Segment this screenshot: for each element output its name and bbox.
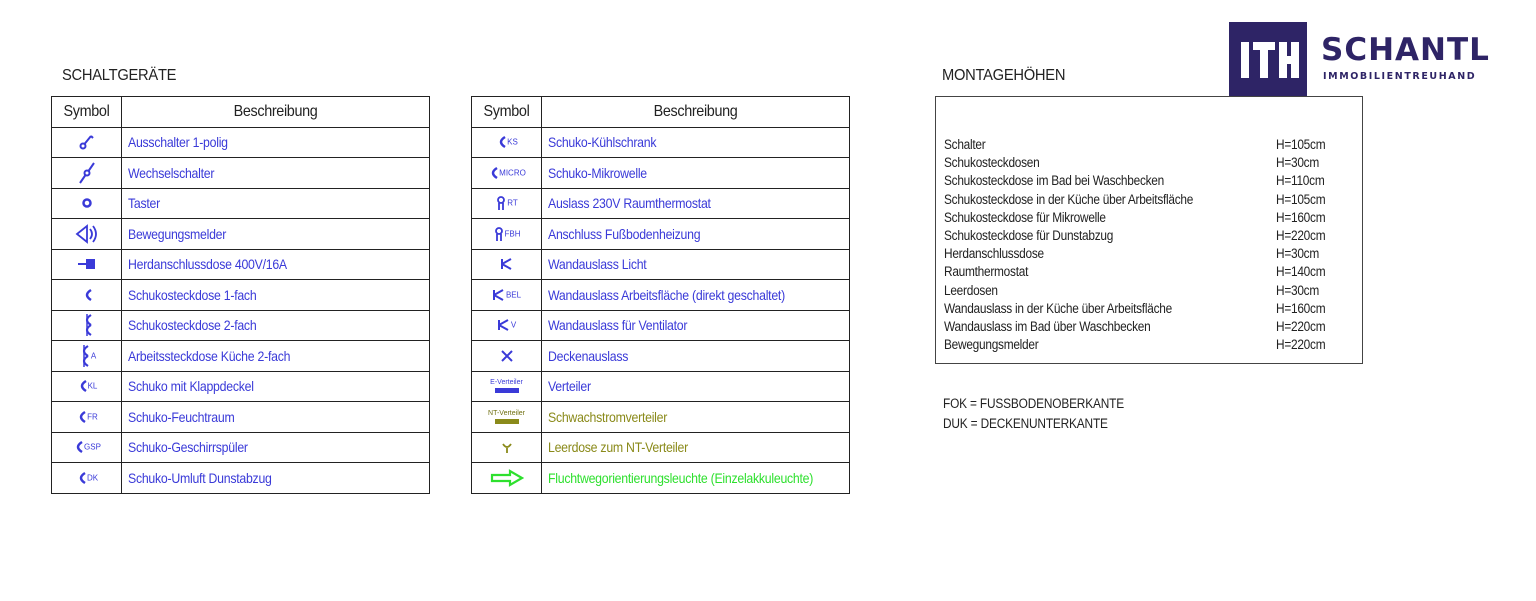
socket-double-symbol-icon <box>52 310 122 341</box>
socket-extractor-hood-symbol-icon <box>52 463 122 494</box>
table-cell-description: Arbeitssteckdose Küche 2-fach <box>122 341 430 372</box>
symbol-subscript: KS <box>507 137 518 147</box>
table-cell-description: Schuko-Mikrowelle <box>542 158 850 189</box>
schaltgeraete-table <box>51 96 430 494</box>
table-cell-description: Schuko-Umluft Dunstabzug <box>122 463 430 494</box>
symbol-subscript: GSP <box>84 442 101 452</box>
symbol-label: E-Verteiler <box>490 379 523 387</box>
table-cell-description: Leerdose zum NT-Verteiler <box>542 432 850 463</box>
table-cell-description: Wandauslass Arbeitsfläche (direkt geschaltet) <box>542 280 850 311</box>
socket-dishwasher-symbol-icon <box>52 432 122 463</box>
escape-route-arrow-icon <box>472 463 542 494</box>
table-cell-description: Bewegungsmelder <box>122 219 430 250</box>
socket-wet-room-symbol-icon <box>52 402 122 433</box>
table-row <box>52 432 430 463</box>
socket-fridge-symbol-icon <box>472 127 542 158</box>
table-row <box>52 127 430 158</box>
table-row <box>472 127 850 158</box>
table-cell-description: Schuko mit Klappdeckel <box>122 371 430 402</box>
logo-mark-icon <box>1229 22 1307 96</box>
low-voltage-distributor-bar <box>495 419 519 424</box>
distribution-board-bar <box>495 388 519 393</box>
socket-single-symbol-icon <box>52 280 122 311</box>
table-row <box>472 249 850 280</box>
table-cell-description: Schuko-Geschirrspüler <box>122 432 430 463</box>
symbol-subscript: A <box>90 351 97 361</box>
table-row <box>52 371 430 402</box>
floor-heating-symbol-icon <box>472 219 542 250</box>
table-row <box>472 341 850 372</box>
wall-fan-outlet-symbol-icon <box>472 310 542 341</box>
list-item: Leerdosen H=30cm <box>944 282 1319 298</box>
table-row <box>472 280 850 311</box>
list-item: Schalter H=105cm <box>944 137 1326 152</box>
list-item: Schukosteckdose im Bad bei Waschbecken H=110cm <box>944 173 1325 189</box>
symbol-subscript: KL <box>87 381 98 391</box>
description-column-header: Beschreibung <box>542 97 850 128</box>
table-cell-description: Ausschalter 1-polig <box>122 127 430 158</box>
table-row <box>52 310 430 341</box>
list-item: Schukosteckdosen H=30cm <box>944 155 1319 171</box>
table-cell-description: Deckenauslass <box>542 341 850 372</box>
logo-name: SCHANTL <box>1321 32 1490 68</box>
changeover-switch-symbol-icon <box>52 158 122 189</box>
symbol-column-header: Symbol <box>472 97 542 128</box>
table-cell-description: Schukosteckdose 2-fach <box>122 310 430 341</box>
table-row <box>52 402 430 433</box>
table-row <box>472 432 850 463</box>
symbol-label: NT-Verteiler <box>488 409 525 417</box>
table-cell-description: Herdanschlussdose 400V/16A <box>122 249 430 280</box>
symbol-subscript: V <box>510 320 517 330</box>
table-row <box>472 371 850 402</box>
table-cell-description: Schuko-Feuchtraum <box>122 402 430 433</box>
list-item: Raumthermostat H=140cm <box>944 264 1326 280</box>
table-cell-description: Schukosteckdose 1-fach <box>122 280 430 311</box>
table-header-row <box>52 97 430 128</box>
motion-detector-symbol-icon <box>52 219 122 250</box>
list-item: Herdanschlussdose H=30cm <box>944 246 1319 262</box>
symbol-subscript: BEL <box>505 290 522 300</box>
distribution-board-symbol-icon <box>472 371 542 402</box>
wall-light-outlet-symbol-icon <box>472 249 542 280</box>
company-logo <box>1229 22 1519 96</box>
push-button-symbol-icon <box>52 188 122 219</box>
table-row <box>472 402 850 433</box>
table-row <box>472 310 850 341</box>
list-item: Schukosteckdose in der Küche über Arbeitsfläche H=105cm <box>944 191 1326 207</box>
switch-1pole-symbol-icon <box>52 127 122 158</box>
table-row <box>52 219 430 250</box>
low-voltage-distributor-symbol-icon <box>472 402 542 433</box>
table-cell-description: Taster <box>122 188 430 219</box>
symbol-column-header: Symbol <box>52 97 122 128</box>
table-row <box>52 341 430 372</box>
table-cell-description: Fluchtwegorientierungsleuchte (Einzelakkuleuchte) <box>542 463 850 494</box>
table-cell-description: Wechselschalter <box>122 158 430 189</box>
thermostat-outlet-symbol-icon <box>472 188 542 219</box>
table-row <box>52 158 430 189</box>
mounting-heights-box <box>935 96 1363 364</box>
symbol-subscript: RT <box>507 198 518 208</box>
socket-microwave-symbol-icon <box>472 158 542 189</box>
description-column-header: Beschreibung <box>122 97 430 128</box>
table-cell-description: Wandauslass Licht <box>542 249 850 280</box>
symbol-subscript: DK <box>86 473 99 483</box>
montagehoehen-title: MONTAGEHÖHEN <box>942 67 1066 84</box>
duk-abbreviation: DUK = DECKENUNTERKANTE <box>943 416 1108 431</box>
table-cell-description: Wandauslass für Ventilator <box>542 310 850 341</box>
list-item: Schukosteckdose für Dunstabzug H=220cm <box>944 228 1326 243</box>
list-item: Bewegungsmelder H=220cm <box>944 337 1326 353</box>
table-row <box>52 463 430 494</box>
table-row <box>472 188 850 219</box>
table-row <box>52 249 430 280</box>
list-item: Wandauslass in der Küche über Arbeitsfläche H=160cm <box>944 300 1326 316</box>
table-cell-description: Schwachstromverteiler <box>542 402 850 433</box>
symbol-subscript: MICRO <box>499 168 526 178</box>
empty-box-symbol-icon <box>472 432 542 463</box>
stove-outlet-symbol-icon <box>52 249 122 280</box>
symbol-subscript: FR <box>87 412 98 422</box>
ceiling-outlet-symbol-icon <box>472 341 542 372</box>
table-header-row <box>472 97 850 128</box>
table-row <box>52 188 430 219</box>
table-cell-description: Auslass 230V Raumthermostat <box>542 188 850 219</box>
table-row <box>472 219 850 250</box>
table-row <box>472 158 850 189</box>
list-item: Wandauslass im Bad über Waschbecken H=220cm <box>944 319 1326 334</box>
table-row <box>52 280 430 311</box>
fok-abbreviation: FOK = FUSSBODENOBERKANTE <box>943 396 1124 411</box>
schaltgeraete-title: SCHALTGERÄTE <box>62 67 177 84</box>
symbol-subscript: FBH <box>504 229 521 239</box>
table-cell-description: Anschluss Fußbodenheizung <box>542 219 850 250</box>
list-item: Schukosteckdose für Mikrowelle H=160cm <box>944 209 1326 225</box>
table-cell-description: Verteiler <box>542 371 850 402</box>
legend-table-2 <box>471 96 850 494</box>
kitchen-work-socket-symbol-icon <box>52 341 122 372</box>
table-cell-description: Schuko-Kühlschrank <box>542 127 850 158</box>
wall-worktop-outlet-symbol-icon <box>472 280 542 311</box>
table-row <box>472 463 850 494</box>
logo-subtitle: IMMOBILIENTREUHAND <box>1323 71 1477 82</box>
socket-flap-lid-symbol-icon <box>52 371 122 402</box>
